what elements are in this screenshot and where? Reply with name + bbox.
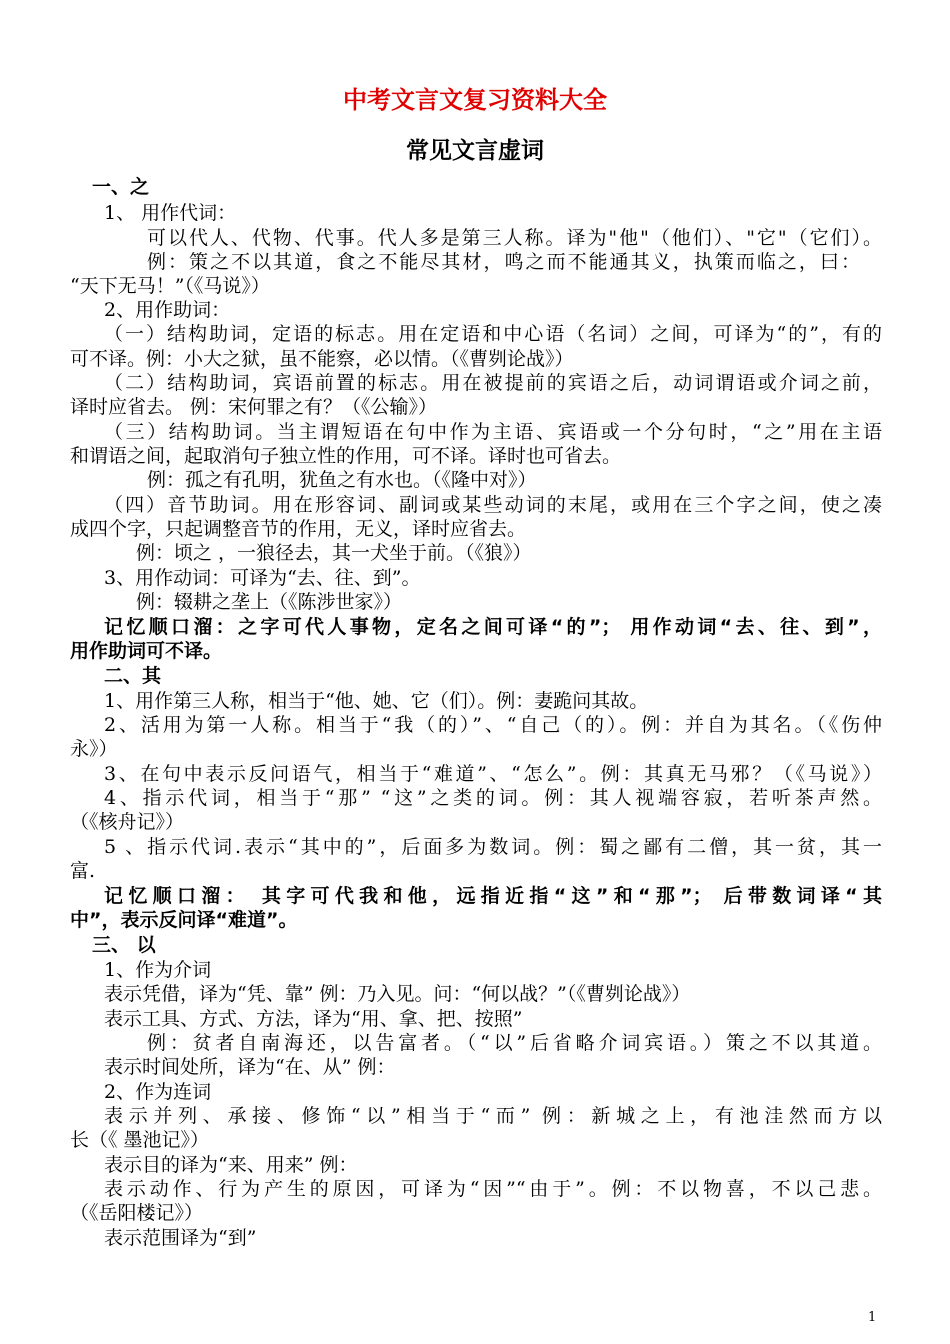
section-subtitle: 常见文言虚词 xyxy=(406,138,544,164)
text-line: 富. xyxy=(70,860,96,882)
text-line: 3、用作动词：可译为“去、往、到”。 xyxy=(104,567,421,589)
text-line: 长（《 墨池记》） xyxy=(70,1129,210,1151)
text-line: “天下无马！”（《马说》） xyxy=(70,275,270,297)
text-line: 表示目的译为“来、用来” 例： xyxy=(104,1154,358,1176)
text-line: （《核舟记》） xyxy=(70,811,185,833)
text-line: 1、用作第三人称，相当于“他、她、它（们）。例：妻跪问其故。 xyxy=(104,690,649,712)
text-line: 表示并列、承接、修饰“以”相当于“而” 例：新城之上，有池洼然而方以 xyxy=(104,1105,882,1127)
mnemonic-line: 用作助词可不译。 xyxy=(70,640,223,662)
page-number: 1 xyxy=(868,1310,877,1325)
text-line: 1、 用作代词： xyxy=(104,202,237,224)
text-line: 2、作为连词 xyxy=(104,1081,212,1103)
text-line: 例：辍耕之垄上（《陈涉世家》） xyxy=(136,591,403,613)
text-line: 4、指示代词，相当于“那” “这”之类的词。例：其人视端容寂，若听茶声然。 xyxy=(104,787,882,809)
text-line: 和谓语之间，起取消句子独立性的作用，可不译。译时也可省去。 xyxy=(70,445,622,467)
text-line: 2、用作助词： xyxy=(104,299,231,321)
text-line: 表示凭借，译为“凭、靠” 例：乃入见。问：“何以战？”（《曹刿论战》） xyxy=(104,983,691,1005)
heading-qi: 二、其 xyxy=(104,665,162,687)
text-line: 可以代人、代物、代事。代人多是第三人称。译为"他"（他们）、"它"（它们）。 xyxy=(147,227,882,249)
text-line: （《岳阳楼记》） xyxy=(70,1202,204,1224)
text-line: （一）结构助词，定语的标志。用在定语和中心语（名词）之间，可译为“的”，有的 xyxy=(104,323,882,345)
text-line: （二）结构助词，宾语前置的标志。用在被提前的宾语之后，动词谓语或介词之前， xyxy=(104,372,882,394)
text-line: 例：顷之 ，一狼径去，其一犬坐于前。（《狼》） xyxy=(136,542,532,564)
heading-yi: 三、 以 xyxy=(92,934,156,956)
mnemonic-line: 记忆顺口溜：之字可代人事物，定名之间可译“的”； 用作动词“去、往、到”， xyxy=(104,616,882,638)
text-line: 5 、指示代词.表示“其中的”，后面多为数词。例：蜀之鄙有二僧，其一贫，其一 xyxy=(104,836,882,858)
text-line: 可不译。例：小大之狱，虽不能察，必以情。（《曹刿论战》） xyxy=(70,348,574,370)
text-line: 永》） xyxy=(70,738,118,760)
text-line: 成四个字，只起调整音节的作用，无义，译时应省去。 xyxy=(70,518,527,540)
text-line: 例：贫者自南海还，以告富者。（“以”后省略介词宾语。）策之不以其道。 xyxy=(147,1032,882,1054)
mnemonic-line: 中”，表示反问译“难道”。 xyxy=(70,909,298,931)
document-title: 中考文言文复习资料大全 xyxy=(343,86,607,114)
text-line: 例：策之不以其道，食之不能尽其材，鸣之而不能通其义，执策而临之，曰： xyxy=(147,251,860,273)
heading-zhi: 一、之 xyxy=(92,176,150,198)
text-line: 1、作为介词 xyxy=(104,959,212,981)
text-line: （三）结构助词。当主谓短语在句中作为主语、宾语或一个分句时，“之”用在主语 xyxy=(104,421,882,443)
text-line: 译时应省去。 例：宋何罪之有？（《公输》） xyxy=(70,396,438,418)
text-line: 2、活用为第一人称。相当于“我（的）”、“自己（的）。例：并自为其名。（《伤仲 xyxy=(104,714,882,736)
mnemonic-line: 记忆顺口溜： 其字可代我和他，远指近指“这”和“那”； 后带数词译“其 xyxy=(104,885,882,907)
text-line: 3、在句中表示反问语气，相当于“难道”、“怎么”。例：其真无马邪？（《马说》） xyxy=(104,763,882,785)
text-line: 表示工具、方式、方法，译为“用、拿、把、按照” xyxy=(104,1008,523,1030)
text-line: （四）音节助词。用在形容词、副词或某些动词的末尾，或用在三个字之间，使之凑 xyxy=(104,494,882,516)
text-line: 表示范围译为“到” xyxy=(104,1227,257,1249)
text-line: 表示时间处所，译为“在、从” 例： xyxy=(104,1056,396,1078)
text-line: 例：孤之有孔明，犹鱼之有水也。（《隆中对》） xyxy=(147,469,537,491)
text-line: 表示动作、行为产生的原因，可译为“因”“由于”。例：不以物喜，不以己悲。 xyxy=(104,1178,882,1200)
